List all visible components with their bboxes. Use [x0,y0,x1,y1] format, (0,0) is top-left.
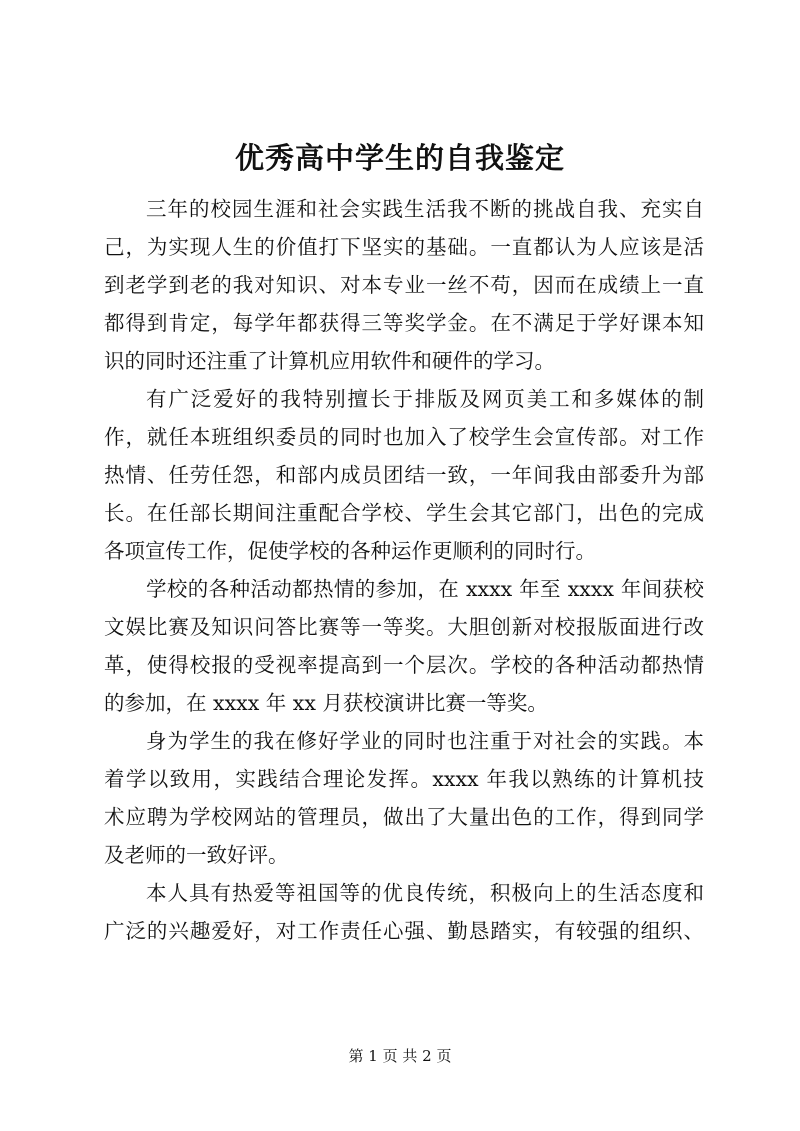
text-line: 长。在任部长期间注重配合学校、学生会其它部门，出色的完成 [104,501,704,525]
paragraph-5 [104,874,704,950]
text-line: 己，为实现人生的价值打下坚实的基础。一直都认为人应该是活 [104,235,704,259]
text-line: 三年的校园生涯和社会实践生活我不断的挑战自我、充实自 [146,197,704,221]
text-line: 各项宣传工作，促使学校的各种运作更顺利的同时行。 [104,539,596,563]
document-body [104,190,704,950]
text-line: 本人具有热爱等祖国等的优良传统，积极向上的生活态度和 [146,881,704,905]
document-title: 优秀高中学生的自我鉴定 [234,141,565,175]
text-line: 身为学生的我在修好学业的同时也注重于对社会的实践。本 [146,729,704,753]
text-line: 的参加，在 xxxx 年 xx 月获校演讲比赛一等奖。 [104,691,548,715]
text-line: 作，就任本班组织委员的同时也加入了校学生会宣传部。对工作 [104,425,704,449]
text-line: 广泛的兴趣爱好，对工作责任心强、勤恳踏实，有较强的组织、 [104,919,704,943]
text-line: 识的同时还注重了计算机应用软件和硬件的学习。 [104,349,555,373]
text-line: 及老师的一致好评。 [104,843,289,867]
paragraph-1 [104,190,704,380]
paragraph-2 [104,380,704,570]
text-line: 文娱比赛及知识问答比赛等一等奖。大胆创新对校报版面进行改 [104,615,704,639]
text-line: 术应聘为学校网站的管理员，做出了大量出色的工作，得到同学 [104,805,704,829]
text-line: 学校的各种活动都热情的参加，在 xxxx 年至 xxxx 年间获校 [146,577,704,601]
text-line: 有广泛爱好的我特别擅长于排版及网页美工和多媒体的制 [146,387,704,411]
text-line: 革，使得校报的受视率提高到一个层次。学校的各种活动都热情 [104,653,704,677]
text-line: 到老学到老的我对知识、对本专业一丝不苟，因而在成绩上一直 [104,273,704,297]
paragraph-3 [104,570,704,722]
text-line: 都得到肯定，每学年都获得三等奖学金。在不满足于学好课本知 [104,311,704,335]
text-line: 热情、任劳任怨，和部内成员团结一致，一年间我由部委升为部 [104,463,704,487]
paragraph-4 [104,722,704,874]
text-line: 着学以致用，实践结合理论发挥。xxxx 年我以熟练的计算机技 [104,767,704,791]
page-footer: 第 1 页 共 2 页 [348,1047,452,1065]
